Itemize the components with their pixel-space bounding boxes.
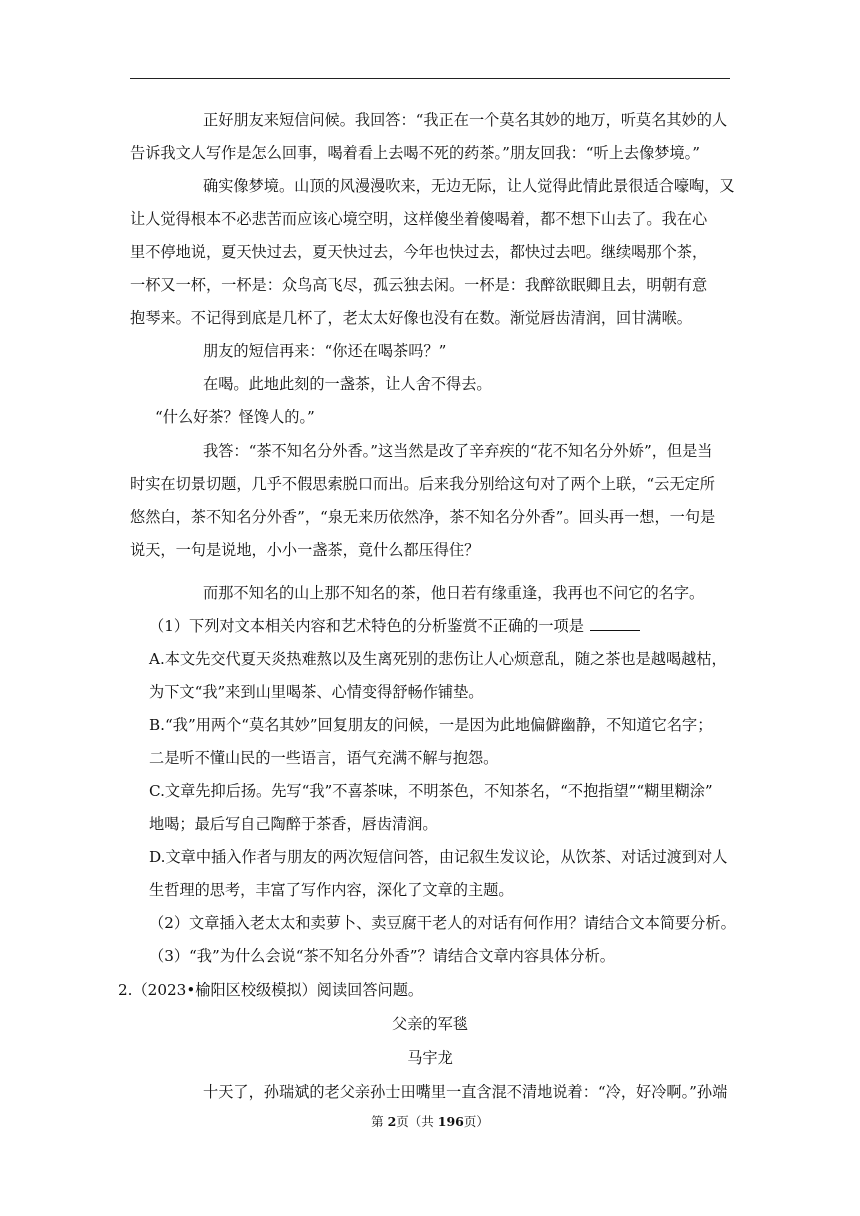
paragraph-line: 让人觉得根本不必悲苦而应该心境空明，这样傻坐着傻喝着，都不想下山去了。我在心 <box>130 210 708 228</box>
question-3: （3）“我”为什么会说“茶不知名分外香”？请结合文章内容具体分析。 <box>149 947 615 965</box>
paragraph-line: “什么好茶？怪馋人的。” <box>155 408 315 426</box>
option-c-line: 地喝；最后写自己陶醉于茶香，唇齿清润。 <box>149 815 438 833</box>
question-1-text: （1）下列对文本相关内容和艺术特色的分析鉴赏不正确的一项是 <box>149 617 584 635</box>
option-b-line: 二是听不懂山民的一些语言，语气充满不解与抱怨。 <box>149 749 499 767</box>
paragraph-line: 一杯又一杯，一杯是：众鸟高飞尽，孤云独去闲。一杯是：我醉欲眠卿且去，明朝有意 <box>130 276 708 294</box>
footer-prefix: 第 <box>371 1114 388 1129</box>
question-1 <box>149 616 640 636</box>
section-heading: 2.（2023•榆阳区校级模拟）阅读回答问题。 <box>118 981 424 999</box>
footer-suffix: 页） <box>463 1114 489 1129</box>
option-a-line: A.本文先交代夏天炎热难熬以及生离死别的悲伤让人心烦意乱，随之茶也是越喝越枯， <box>149 650 727 668</box>
page-footer <box>0 1112 860 1130</box>
answer-blank[interactable] <box>590 618 640 631</box>
paragraph-line: 十天了，孙瑞斌的老父亲孙士田嘴里一直含混不清地说着：“冷，好冷啊。”孙端 <box>203 1083 728 1101</box>
footer-total-pages: 196 <box>437 1114 464 1129</box>
paragraph-line: 朋友的短信再来：“你还在喝茶吗？” <box>203 342 447 360</box>
option-d-line: D.文章中插入作者与朋友的两次短信问答，由记叙生发议论，从饮茶、对话过渡到对人 <box>149 848 728 866</box>
footer-page-number: 2 <box>387 1114 397 1129</box>
paragraph-line: 我答：“茶不知名分外香。”这当然是改了辛弃疾的“花不知名分外娇”，但是当 <box>203 442 713 460</box>
paragraph-line: 说天，一句是说地，小小一盏茶，竟什么都压得住？ <box>130 541 480 559</box>
paragraph-line: 时实在切景切题，几乎不假思索脱口而出。后来我分别给这句对了两个上联，“云无定所 <box>130 475 715 493</box>
article-title: 父亲的军毯 <box>392 1015 468 1033</box>
paragraph-line: 悠然白，茶不知名分外香”，“泉无来历依然净，茶不知名分外香”。回头再一想，一句是 <box>130 508 716 526</box>
question-2: （2）文章插入老太太和卖萝卜、卖豆腐干老人的对话有何作用？请结合文本简要分析。 <box>149 914 736 932</box>
option-b-line: B.“我”用两个“莫名其妙”回复朋友的问候，一是因为此地偏僻幽静，不知道它名字； <box>149 716 713 734</box>
option-a-line: 为下文“我”来到山里喝茶、心情变得舒畅作铺垫。 <box>149 683 484 701</box>
paragraph-line: 抱琴来。不记得到底是几杯了，老太太好像也没有在数。渐觉唇齿清润，回甘满喉。 <box>130 309 692 327</box>
footer-middle: 页（共 <box>396 1114 438 1129</box>
article-author: 马宇龙 <box>407 1049 453 1067</box>
paragraph-line: 正好朋友来短信问候。我回答：“我正在一个莫名其妙的地万，听莫名其妙的人 <box>203 111 728 129</box>
option-c-line: C.文章先抑后扬。先写“我”不喜茶味，不明茶色，不知茶名，“不抱指望”“糊里糊涂” <box>149 782 713 800</box>
paragraph-line: 确实像梦境。山顶的风漫漫吹来，无边无际，让人觉得此情此景很适合嚎啕，又 <box>203 177 735 195</box>
paragraph-line: 而那不知名的山上那不知名的茶，他日若有缘重逢，我再也不问它的名字。 <box>203 584 705 602</box>
paragraph-line: 告诉我文人写作是怎么回事，喝着看上去喝不死的药茶。”朋友回我：“听上去像梦境。” <box>130 144 701 162</box>
paragraph-line: 在喝。此地此刻的一盏茶，让人舍不得去。 <box>203 375 492 393</box>
option-d-line: 生哲理的思考，丰富了写作内容，深化了文章的主题。 <box>149 881 514 899</box>
header-rule <box>130 78 730 79</box>
paragraph-line: 里不停地说，夏天快过去，夏天快过去，今年也快过去，都快过去吧。继续喝那个茶， <box>130 243 708 261</box>
